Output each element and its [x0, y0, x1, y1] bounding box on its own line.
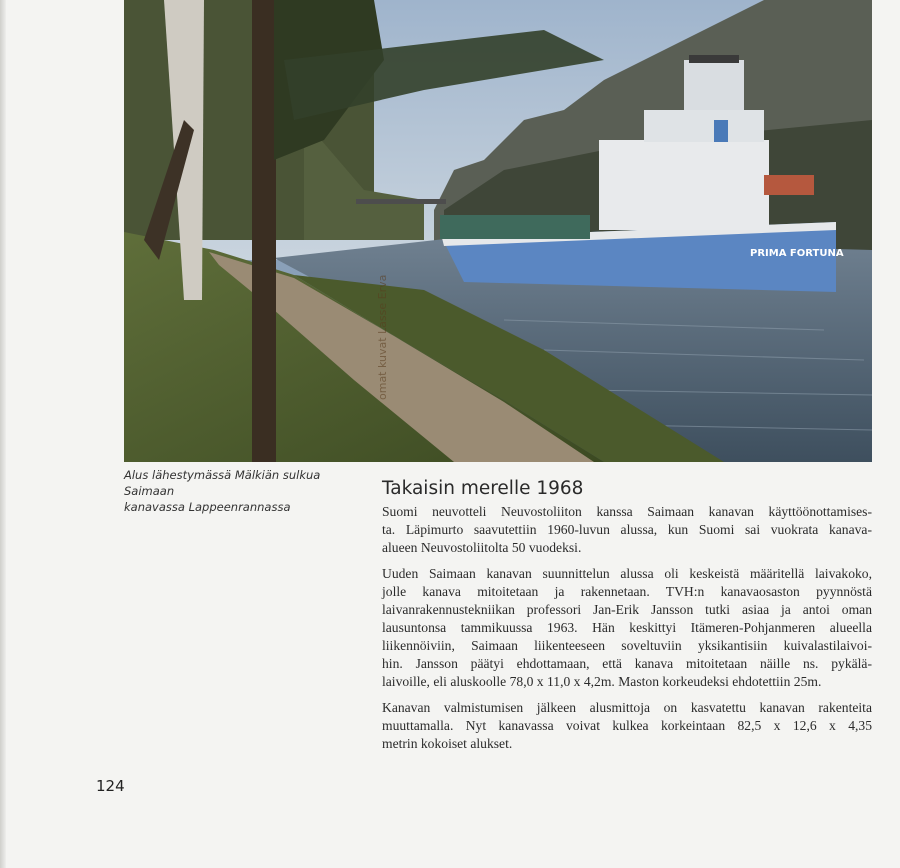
- watermark-text: omat kuvat Lasse Erva: [376, 274, 389, 400]
- text-line: laivanrakennustekniikan professori Jan-Erik Jansson tutki asiaa ja antoi oman: [382, 602, 872, 617]
- caption-line: Alus lähestymässä Mälkiän sulkua Saimaan: [124, 468, 321, 498]
- text-line: ta. Läpimurto saavutettiin 1960-luvun alussa, kun Suomi sai vuokrata kanava-: [382, 522, 872, 537]
- paragraph: [382, 699, 872, 753]
- text-line: muuttamalla. Nyt kanavassa voivat kulkea korkeintaan 82,5 x 12,6 x 4,35: [382, 718, 872, 733]
- article-body: [382, 503, 872, 761]
- canal-photo-illustration: [124, 0, 872, 462]
- text-line: Suomi neuvotteli Neuvostoliiton kanssa Saimaan kanavan käyttöönottamises-: [382, 504, 872, 519]
- paragraph: [382, 503, 872, 557]
- page-edge: [0, 0, 6, 868]
- text-line: Kanavan valmistumisen jälkeen alusmittoja on kasvatettu kanavan rakenteita: [382, 700, 872, 715]
- text-line: metrin kokoiset alukset.: [382, 736, 513, 751]
- text-line: Uuden Saimaan kanavan suunnittelun alussa oli keskeistä määritellä laivakoko,: [382, 566, 872, 581]
- photo-caption: [124, 467, 364, 515]
- caption-line: kanavassa Lappeenrannassa: [124, 500, 291, 514]
- text-line: alueen Neuvostoliitolta 50 vuodeksi.: [382, 540, 582, 555]
- text-line: hin. Jansson päätyi ehdottamaan, että kanava mitoitetaan näille ns. pykälä-: [382, 656, 872, 671]
- page-number: 124: [96, 777, 125, 795]
- text-line: lausuntonsa tammikuussa 1963. Hän keskittyi Itämeren-Pohjanmeren alueella: [382, 620, 872, 635]
- text-line: jolle kanava mitoitetaan ja rakennetaan. TVH:n kanavaosaston pyynnöstä: [382, 584, 872, 599]
- canal-photo: [124, 0, 872, 462]
- text-line: laivoille, eli aluskoolle 78,0 x 11,0 x 4,2m. Maston korkeudeksi ehdotettiin 25m.: [382, 674, 822, 689]
- section-heading: Takaisin merelle 1968: [382, 478, 584, 499]
- ship-name-label: PRIMA FORTUNA: [750, 248, 844, 259]
- text-line: liikennöiviin, Saimaan liikenteeseen soveltuviin yksikantisiin kuivalastilaivoi-: [382, 638, 872, 653]
- paragraph: [382, 565, 872, 691]
